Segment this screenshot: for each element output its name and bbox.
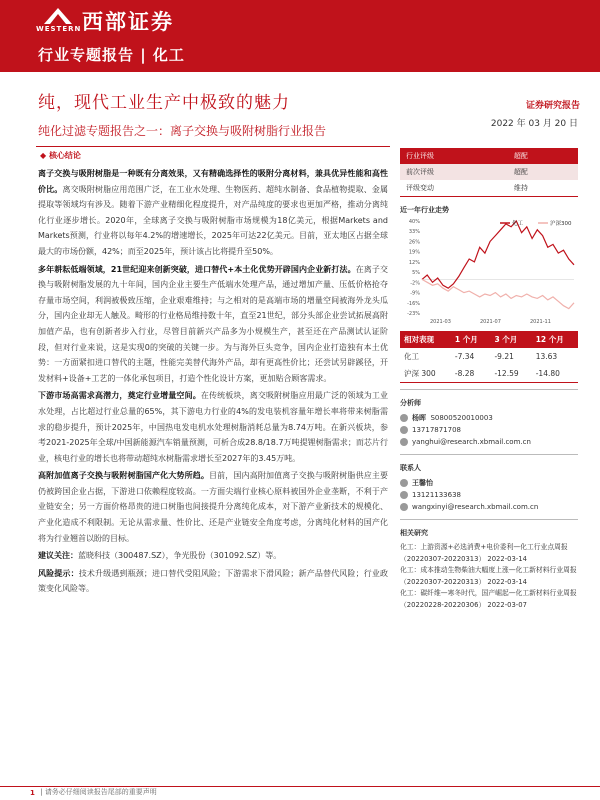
- rating-row: [400, 148, 578, 164]
- sidebar: [400, 148, 578, 611]
- rating-table: [400, 148, 578, 197]
- performance-cell: 12 个月: [532, 331, 578, 348]
- chart-title: 近一年行业走势: [400, 206, 449, 214]
- related-research-list: [400, 542, 578, 611]
- rating-cell: 评级变动: [400, 180, 508, 197]
- person-icon: [400, 414, 408, 422]
- rating-row: [400, 180, 578, 197]
- report-date: 2022 年 03 月 20 日: [490, 119, 578, 129]
- contact-info: [400, 477, 578, 513]
- paragraph-lead: 下游市场高需求高潜力，奠定行业增量空间。: [38, 391, 201, 401]
- paragraph-lead: 风险提示：: [38, 568, 79, 578]
- performance-cell: -8.28: [451, 365, 491, 383]
- series-line: [422, 279, 574, 308]
- analyst-info: [400, 412, 578, 448]
- y-tick-label: 33%: [408, 229, 420, 236]
- analyst-cert: S0800520010003: [430, 414, 493, 422]
- logo-chinese: 西部证券: [82, 10, 174, 34]
- body-paragraph: [38, 166, 388, 260]
- divider: [400, 389, 578, 390]
- performance-cell: -7.34: [454, 352, 475, 361]
- logo-english: WESTERN: [36, 25, 82, 33]
- trend-chart-svg: [400, 215, 578, 327]
- paragraph-text: 蓝晓科技（300487.SZ），争光股份（301092.SZ）等。: [78, 551, 282, 561]
- contact-email[interactable]: wangxinyi@research.xbmail.com.cn: [412, 503, 539, 511]
- performance-cell: -9.21: [494, 352, 514, 361]
- divider: [36, 146, 390, 147]
- contact-title: 联系人: [400, 464, 421, 472]
- performance-cell: 化工: [404, 352, 419, 361]
- rating-cell: 前次评级: [400, 164, 508, 180]
- analyst-email[interactable]: yanghui@research.xbmail.com.cn: [412, 438, 531, 446]
- divider: [400, 454, 578, 455]
- performance-cell: -12.59: [490, 365, 531, 383]
- performance-header: [400, 331, 578, 348]
- paragraph-text: 在离子交换与吸附树脂发展的九十年间，国内企业主要生产低端水处理产品，通过增加产量、压低价格抢夺存量市场空间，利润被极致压缩，企业艰难维持；与之相对的是高端市场的增量空间被海外龙头瓜分，国内企业却无人触及。畸形的行业格局维持数十年，直至21世纪，部分头部企业尝试拓展高附加值产品，也有创新者步入行业，尽管目前新兴产品多为小规模生产，甚至还在产品测试认证阶段，但对行业来说，这是实现0的突破的关键一步。为与海外巨头竞争，国内企业打造独有本土优势：一方面紧扣进口替代的主题，性能完美替代海外产品，却有更高性价比；还尝试另辟蹊径，开发材料+设备+工艺的一体化承包项目，打造个性化设计方案，更加贴合顾客需求。: [38, 264, 388, 383]
- footer-note: | 请务必仔细阅读报告尾部的重要声明: [38, 788, 157, 796]
- paragraph-lead: 建议关注：: [38, 551, 78, 561]
- core-conclusion-label: ◆ 核心结论: [40, 151, 81, 160]
- y-tick-label: 5%: [412, 270, 420, 277]
- legend-label: 沪深300: [550, 221, 572, 227]
- report-header: [0, 0, 600, 72]
- body-paragraph: [38, 262, 388, 387]
- y-tick-label: 19%: [408, 249, 420, 256]
- performance-cell: -14.80: [532, 365, 578, 383]
- paragraph-text: 离交吸附树脂应用范围广泛，在工业水处理、生物医药、超纯水制备、食品植物提取、金属提取等领域均有涉及。随着下游产业精细化程度提升，对产品纯度的要求也更加严格，推动分离纯化行业逐步增长。2020年，全球离子交换与吸附树脂市场规模为18亿美元，根据Markets and Markets预测，行业将以每年4.2%的增速增长，2025年可达22亿美元。目前，亚太地区占据全球最大的市场份额，42%；而至2025年，预计该占比将提升至50%。: [38, 184, 389, 256]
- performance-cell: 1 个月: [451, 331, 491, 348]
- y-tick-label: 40%: [408, 219, 420, 225]
- industry-trend-chart: [400, 215, 578, 327]
- email-icon: [400, 503, 408, 511]
- phone-icon: [400, 491, 408, 499]
- performance-table: [400, 331, 578, 383]
- phone-icon: [400, 426, 408, 434]
- contact-name: 王馨怡: [412, 479, 433, 487]
- page-number: 1: [30, 789, 35, 797]
- paragraph-text: 目前，国内高附加值离子交换与吸附树脂供应主要仍被跨国企业占据，下游进口依赖程度较高。一方面尖端行业核心原料被国外企业垄断，不利于产业链安全；另一方面价格昂贵的进口树脂也间接提升分离纯化成本，对下游产业新技术的规模化、产业化造成不利限制。无论从需求量、性价比、还是产业链安全角度考虑，分离纯化材料的国产化将为行业翘首以盼的目标。: [38, 471, 388, 543]
- performance-cell: 3 个月: [490, 331, 531, 348]
- y-tick-label: -9%: [410, 290, 420, 297]
- x-tick-label: 2021-07: [480, 319, 501, 325]
- related-title: 相关研究: [400, 529, 428, 537]
- report-subtitle: 纯化过滤专题报告之一：离子交换与吸附树脂行业报告: [38, 124, 327, 138]
- email-icon: [400, 438, 408, 446]
- paragraph-text: 技术升级遇到瓶颈；进口替代受阻风险；下游需求下滑风险；新产品替代风险；行业政策变化风险等。: [38, 568, 389, 594]
- y-tick-label: 12%: [408, 259, 420, 266]
- body-paragraph: [38, 468, 388, 546]
- performance-cell: 沪深 300: [400, 365, 451, 383]
- x-tick-label: 2021-03: [430, 319, 451, 325]
- western-logo-icon: [44, 8, 72, 24]
- paragraph-lead: 多年耕耘低端领域，21世纪迎来创新突破，进口替代+本土化优势开辟国内企业新打法。: [38, 264, 356, 274]
- rating-cell: 超配: [508, 164, 578, 180]
- paragraph-lead: 高附加值离子交换与吸附树脂国产化大势所趋。: [38, 471, 209, 481]
- research-tag: 证券研究报告: [525, 101, 580, 111]
- y-tick-label: -2%: [410, 280, 420, 287]
- report-type: 行业专题报告 | 化工: [38, 46, 185, 64]
- analyst-title: 分析师: [400, 399, 421, 407]
- y-tick-label: 26%: [408, 239, 420, 246]
- person-icon: [400, 479, 408, 487]
- related-item[interactable]: 化工：上游资源+必选消费+电价委利—化工行业点周报（20220307-20220313） 2022-03-14: [400, 543, 568, 563]
- performance-cell: 13.63: [535, 352, 558, 361]
- contact-phone: 13121133638: [412, 491, 461, 499]
- related-item[interactable]: 化工：碳纤维—寒冬时代，国产崛起—化工新材料行业周报（20220228-20220306） 2022-03-07: [400, 589, 577, 609]
- performance-row: [400, 365, 578, 383]
- divider: [400, 519, 578, 520]
- body-paragraph: [38, 388, 388, 466]
- report-title: 纯，现代工业生产中极致的魅力: [38, 93, 290, 113]
- y-tick-label: -16%: [407, 300, 420, 307]
- related-item[interactable]: 化工：成本推动生物柴油大幅度上涨—化工新材料行业周报（20220307-20220313） 2022-03-14: [400, 566, 577, 586]
- performance-row: [400, 348, 578, 365]
- rating-row: [400, 164, 578, 180]
- paragraph-lead: 离子交换与吸附树脂是一种既有分离效果，又有精确选择性的吸附分离材料，兼具优异性能和高性价比。: [38, 169, 388, 194]
- analyst-name: 杨晖: [412, 414, 426, 422]
- x-tick-label: 2021-11: [530, 319, 551, 325]
- paragraph-text: 在传统板块，离交吸附树脂应用最广泛的领域为工业水处理，占比超过行业总量的65%，其下游电力行业的4%的发电装机容量年增长率将带来树脂需求的稳步提升，预计2025年，中国热电发电机水处理树脂消耗总量为8.74万吨。在新兴板块，参考2021-2025年全球/中国新能源汽车销量预测，可析合成28.8/18.7万吨提锂树脂需求；而芯片行业，核电行业的增长也将带动超纯水树脂需求增长至2027年的3.45万吨。: [38, 391, 388, 463]
- body-paragraph: [38, 566, 388, 597]
- rating-cell: 维持: [508, 180, 578, 197]
- rating-cell: 行业评级: [400, 148, 508, 164]
- analyst-phone: 13717871708: [412, 426, 461, 434]
- rating-cell: 超配: [508, 148, 578, 164]
- performance-cell: 相对表现: [400, 331, 451, 348]
- series-line: [422, 221, 574, 288]
- report-body: [38, 166, 388, 599]
- body-paragraph: [38, 548, 388, 564]
- legend-label: 化工: [512, 221, 524, 227]
- y-tick-label: -23%: [407, 311, 420, 317]
